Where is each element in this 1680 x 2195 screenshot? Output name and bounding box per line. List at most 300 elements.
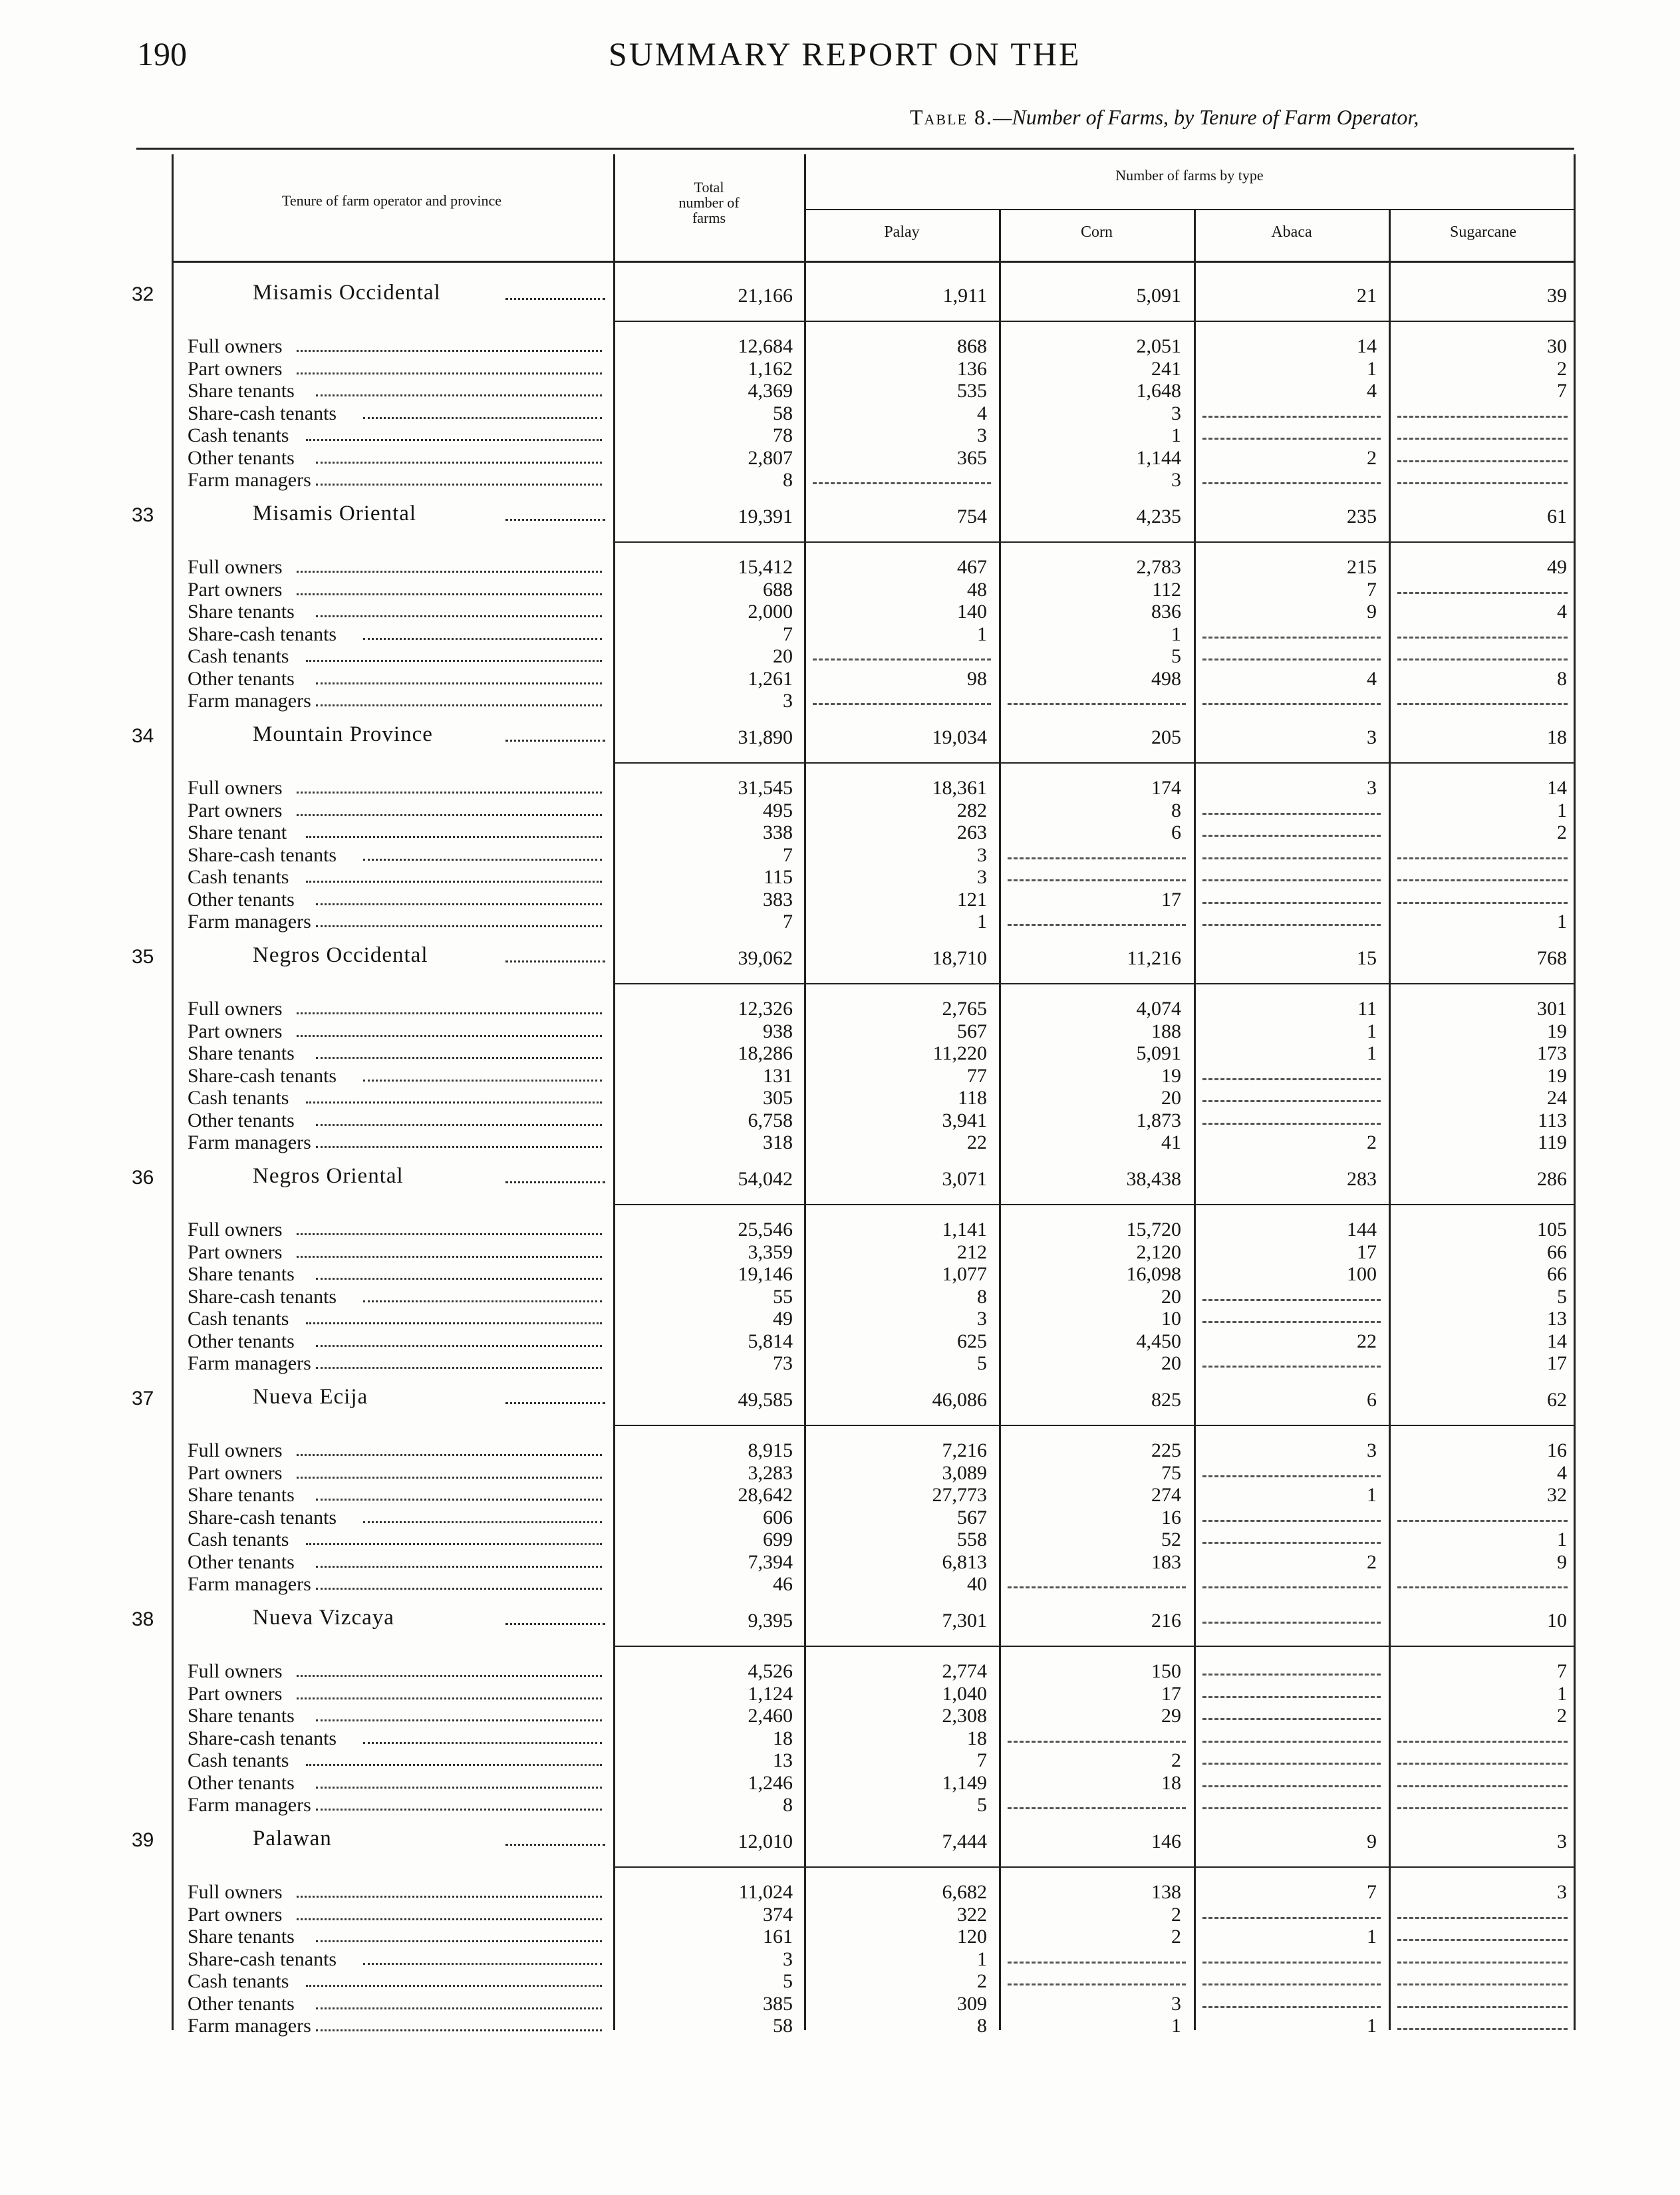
- value-cell: 14: [1547, 777, 1567, 799]
- empty-dash: [1397, 1917, 1568, 1920]
- province-total-cell: 754: [957, 506, 987, 527]
- dot-leader: [505, 1181, 605, 1185]
- header-palay: Palay: [884, 223, 920, 241]
- dot-leader: [297, 814, 602, 817]
- tenure-label: Share tenants: [188, 1484, 295, 1506]
- tenure-label: Other tenants: [188, 667, 295, 690]
- value-cell: 7: [977, 1749, 987, 1771]
- value-cell: 120: [957, 1926, 987, 1948]
- tenure-row: [0, 1993, 1680, 2015]
- empty-dash: [1397, 2028, 1568, 2031]
- tenure-row: [0, 889, 1680, 911]
- value-cell: 699: [763, 1529, 793, 1550]
- value-cell: 20: [1161, 1285, 1181, 1308]
- tenure-row: [0, 1529, 1680, 1550]
- empty-dash: [1397, 460, 1568, 464]
- tenure-label: Farm managers: [188, 1352, 311, 1374]
- value-cell: 374: [763, 1903, 793, 1926]
- tenure-label: Part owners: [188, 1461, 283, 1484]
- tenure-row: [0, 1109, 1680, 1131]
- value-cell: 2,774: [942, 1660, 987, 1682]
- empty-dash: [1202, 924, 1381, 927]
- value-cell: 174: [1151, 777, 1181, 799]
- province-total-cell: 62: [1547, 1389, 1567, 1411]
- tenure-row: [0, 469, 1680, 491]
- value-cell: 4: [1367, 667, 1377, 690]
- value-cell: 1: [1367, 2015, 1377, 2037]
- province-row: [0, 943, 1680, 992]
- province-name: Palawan: [253, 1827, 332, 1850]
- value-cell: 14: [1547, 1330, 1567, 1352]
- dot-leader: [297, 1477, 602, 1480]
- value-cell: 3: [977, 424, 987, 446]
- value-cell: 305: [763, 1087, 793, 1109]
- value-cell: 1: [1367, 1484, 1377, 1506]
- value-cell: 1,149: [942, 1771, 987, 1794]
- tenure-row: [0, 1308, 1680, 1330]
- tenure-row: [0, 402, 1680, 424]
- empty-dash: [1202, 902, 1381, 905]
- tenure-label: Share tenants: [188, 1705, 295, 1727]
- empty-dash: [1397, 658, 1568, 662]
- value-cell: 625: [957, 1330, 987, 1352]
- value-cell: 3: [977, 843, 987, 866]
- value-cell: 4: [1557, 1461, 1567, 1484]
- tenure-row: [0, 579, 1680, 601]
- tenure-label: Farm managers: [188, 2015, 311, 2037]
- dot-leader: [306, 1985, 602, 1988]
- empty-dash: [1202, 1763, 1381, 1766]
- province-total-cell: 9,395: [748, 1610, 793, 1632]
- dot-leader: [363, 1521, 602, 1525]
- value-cell: 1,124: [748, 1682, 793, 1705]
- tenure-row: [0, 911, 1680, 933]
- dot-leader: [316, 462, 602, 465]
- value-cell: 41: [1161, 1131, 1181, 1153]
- empty-dash: [1202, 857, 1381, 861]
- tenure-label: Share tenant: [188, 821, 287, 843]
- province-total-cell: 19,034: [932, 726, 987, 748]
- empty-dash: [1202, 1785, 1381, 1789]
- value-cell: 12,684: [738, 335, 793, 357]
- tenure-label: Share-cash tenants: [188, 1506, 337, 1529]
- tenure-row: [0, 623, 1680, 645]
- empty-dash: [1202, 1475, 1381, 1479]
- empty-dash: [1202, 1983, 1381, 1987]
- tenure-row: [0, 424, 1680, 446]
- value-cell: 5,814: [748, 1330, 793, 1352]
- tenure-label: Share tenants: [188, 1042, 295, 1064]
- value-cell: 73: [773, 1352, 793, 1374]
- empty-dash: [1008, 1962, 1186, 1965]
- province-row: [0, 1608, 1680, 1655]
- tenure-row: [0, 1219, 1680, 1241]
- value-cell: 2: [1367, 446, 1377, 469]
- tenure-label: Share-cash tenants: [188, 843, 337, 866]
- dot-leader: [306, 881, 602, 884]
- value-cell: 18: [967, 1727, 987, 1749]
- value-cell: 467: [957, 556, 987, 578]
- province-total-cell: 9: [1367, 1830, 1377, 1852]
- value-cell: 1,162: [748, 357, 793, 380]
- province-number: 35: [132, 946, 154, 968]
- province-number: 36: [132, 1167, 154, 1189]
- value-cell: 4,526: [748, 1660, 793, 1682]
- province-total-cell: 825: [1151, 1389, 1181, 1411]
- value-cell: 58: [773, 402, 793, 424]
- dot-leader: [306, 1543, 602, 1546]
- empty-dash: [1202, 1696, 1381, 1699]
- empty-dash: [1397, 1520, 1568, 1523]
- value-cell: 6,758: [748, 1109, 793, 1131]
- province-total-cell: 7,444: [942, 1830, 987, 1852]
- value-cell: 77: [967, 1064, 987, 1087]
- value-cell: 17: [1357, 1241, 1377, 1263]
- dot-leader: [316, 682, 602, 686]
- value-cell: 9: [1557, 1550, 1567, 1573]
- tenure-label: Share-cash tenants: [188, 1285, 337, 1308]
- value-cell: 98: [967, 667, 987, 690]
- empty-dash: [1202, 438, 1381, 441]
- value-cell: 30: [1547, 335, 1567, 357]
- value-cell: 121: [957, 888, 987, 911]
- value-cell: 16: [1161, 1506, 1181, 1529]
- dot-leader: [297, 1233, 602, 1237]
- value-cell: 365: [957, 446, 987, 469]
- value-cell: 15,412: [738, 556, 793, 578]
- province-row: [0, 504, 1680, 551]
- value-cell: 3: [1367, 777, 1377, 799]
- value-cell: 115: [764, 866, 793, 888]
- empty-dash: [1397, 482, 1568, 486]
- value-cell: 2,308: [942, 1705, 987, 1727]
- value-cell: 3,283: [748, 1461, 793, 1484]
- tenure-label: Farm managers: [188, 469, 311, 491]
- value-cell: 118: [958, 1087, 987, 1109]
- value-cell: 49: [773, 1308, 793, 1330]
- tenure-row: [0, 866, 1680, 888]
- value-cell: 938: [763, 1020, 793, 1042]
- province-name: Negros Oriental: [253, 1164, 404, 1188]
- tenure-row: [0, 1330, 1680, 1352]
- table-top-rule: [136, 148, 1574, 150]
- province-row: [0, 1164, 1680, 1213]
- value-cell: 1: [977, 1948, 987, 1970]
- value-cell: 78: [773, 424, 793, 446]
- dot-leader: [297, 350, 602, 353]
- empty-dash: [1202, 1299, 1381, 1302]
- province-total-cell: 5,091: [1136, 285, 1181, 307]
- dot-leader: [316, 615, 602, 619]
- tenure-label: Full owners: [188, 556, 283, 578]
- value-cell: 2,051: [1136, 335, 1181, 357]
- table-caption: [910, 105, 1419, 130]
- tenure-label: Share-cash tenants: [188, 402, 337, 424]
- value-cell: 1: [1367, 357, 1377, 380]
- value-cell: 16: [1547, 1439, 1567, 1461]
- tenure-label: Full owners: [188, 1660, 283, 1682]
- empty-dash: [1397, 1785, 1568, 1789]
- value-cell: 3: [1367, 1439, 1377, 1461]
- empty-dash: [1202, 1674, 1381, 1677]
- value-cell: 10: [1161, 1308, 1181, 1330]
- dot-leader: [297, 1012, 602, 1016]
- value-cell: 309: [957, 1992, 987, 2015]
- value-cell: 7,394: [748, 1550, 793, 1573]
- value-cell: 27,773: [932, 1484, 987, 1506]
- value-cell: 8: [977, 2015, 987, 2037]
- value-cell: 5,091: [1136, 1042, 1181, 1064]
- tenure-row: [0, 1551, 1680, 1573]
- value-cell: 338: [763, 821, 793, 843]
- dot-leader: [297, 1918, 602, 1922]
- value-cell: 5: [977, 1794, 987, 1816]
- empty-dash: [1008, 879, 1186, 883]
- dot-leader: [316, 1345, 602, 1348]
- tenure-label: Other tenants: [188, 1992, 295, 2015]
- value-cell: 2: [1557, 821, 1567, 843]
- dot-leader: [505, 519, 605, 522]
- value-cell: 3: [977, 1308, 987, 1330]
- header-sugarcane: Sugarcane: [1450, 223, 1516, 241]
- value-cell: 2: [1557, 1705, 1567, 1727]
- value-cell: 32: [1547, 1484, 1567, 1506]
- empty-dash: [1397, 592, 1568, 595]
- empty-dash: [1202, 703, 1381, 706]
- value-cell: 241: [1151, 357, 1181, 380]
- dot-leader: [316, 1719, 602, 1723]
- province-total-cell: 19,391: [738, 506, 793, 527]
- value-cell: 2: [1171, 1926, 1181, 1948]
- value-cell: 3,359: [748, 1241, 793, 1263]
- value-cell: 11,220: [932, 1042, 987, 1064]
- value-cell: 3: [1171, 469, 1181, 491]
- empty-dash: [1397, 902, 1568, 905]
- tenure-row: [0, 1904, 1680, 1926]
- value-cell: 8,915: [748, 1439, 793, 1461]
- dot-leader: [363, 1742, 602, 1745]
- value-cell: 1,040: [942, 1682, 987, 1705]
- value-cell: 19: [1161, 1064, 1181, 1087]
- value-cell: 1: [977, 911, 987, 933]
- dot-leader: [306, 1764, 602, 1767]
- province-total-cell: 216: [1151, 1610, 1181, 1632]
- empty-dash: [1397, 1763, 1568, 1766]
- province-total-cell: 7,301: [942, 1610, 987, 1632]
- empty-dash: [1202, 482, 1381, 486]
- value-cell: 6,813: [942, 1550, 987, 1573]
- value-cell: 52: [1161, 1529, 1181, 1550]
- value-cell: 3: [1557, 1881, 1567, 1903]
- tenure-row: [0, 1794, 1680, 1816]
- value-cell: 49: [1547, 556, 1567, 578]
- empty-dash: [1397, 438, 1568, 441]
- tenure-row: [0, 380, 1680, 402]
- dot-leader: [306, 439, 602, 442]
- value-cell: 7,216: [942, 1439, 987, 1461]
- table-label: Table 8.: [910, 105, 993, 129]
- value-cell: 263: [957, 821, 987, 843]
- province-total-cell: 286: [1537, 1168, 1567, 1190]
- province-total-cell: 4,235: [1136, 506, 1181, 527]
- province-number: 39: [132, 1829, 154, 1851]
- province-total-cell: 146: [1151, 1830, 1181, 1852]
- province-total-cell: 46,086: [932, 1389, 987, 1411]
- empty-dash: [1397, 416, 1568, 419]
- value-cell: 131: [763, 1064, 793, 1087]
- value-cell: 1,261: [748, 667, 793, 690]
- province-total-cell: 11,216: [1127, 947, 1181, 969]
- value-cell: 7: [1367, 578, 1377, 601]
- empty-dash: [1397, 1586, 1568, 1590]
- value-cell: 495: [763, 799, 793, 821]
- empty-dash: [1202, 835, 1381, 838]
- value-cell: 48: [967, 578, 987, 601]
- value-cell: 25,546: [738, 1219, 793, 1241]
- tenure-label: Cash tenants: [188, 424, 289, 446]
- value-cell: 24: [1547, 1087, 1567, 1109]
- empty-dash: [1397, 1939, 1568, 1942]
- tenure-label: Share tenants: [188, 1926, 295, 1948]
- empty-dash: [1202, 879, 1381, 883]
- value-cell: 558: [957, 1529, 987, 1550]
- tenure-row: [0, 1660, 1680, 1682]
- dot-leader: [297, 593, 602, 597]
- value-cell: 4,369: [748, 380, 793, 402]
- value-cell: 183: [1151, 1550, 1181, 1573]
- value-cell: 150: [1151, 1660, 1181, 1682]
- province-total-cell: 768: [1537, 947, 1567, 969]
- province-number: 33: [132, 504, 154, 526]
- tenure-row: [0, 777, 1680, 799]
- value-cell: 22: [1357, 1330, 1377, 1352]
- value-cell: 1: [1367, 1042, 1377, 1064]
- value-cell: 20: [773, 645, 793, 667]
- value-cell: 318: [763, 1131, 793, 1153]
- value-cell: 1: [1171, 424, 1181, 446]
- tenure-label: Cash tenants: [188, 645, 289, 667]
- value-cell: 173: [1537, 1042, 1567, 1064]
- value-cell: 7: [1557, 1660, 1567, 1682]
- tenure-row: [0, 690, 1680, 712]
- value-cell: 9: [1367, 601, 1377, 623]
- tenure-label: Farm managers: [188, 690, 311, 712]
- tenure-label: Part owners: [188, 357, 283, 380]
- empty-dash: [1397, 703, 1568, 706]
- tenure-label: Other tenants: [188, 446, 295, 469]
- tenure-label: Full owners: [188, 998, 283, 1020]
- dot-leader: [505, 960, 605, 964]
- tenure-row: [0, 1462, 1680, 1484]
- value-cell: 2: [1171, 1903, 1181, 1926]
- value-cell: 66: [1547, 1263, 1567, 1285]
- tenure-row: [0, 1727, 1680, 1749]
- value-cell: 212: [957, 1241, 987, 1263]
- tenure-row: [0, 335, 1680, 357]
- header-group: Number of farms by type: [1115, 167, 1264, 184]
- tenure-row: [0, 1705, 1680, 1727]
- tenure-row: [0, 1439, 1680, 1461]
- value-cell: 5: [783, 1970, 793, 1992]
- tenure-label: Full owners: [188, 1881, 283, 1903]
- value-cell: 75: [1161, 1461, 1181, 1484]
- dot-leader: [306, 836, 602, 839]
- dot-leader: [316, 394, 602, 398]
- province-number: 37: [132, 1388, 154, 1409]
- value-cell: 4: [1557, 601, 1567, 623]
- empty-dash: [1008, 1983, 1186, 1987]
- value-cell: 567: [957, 1506, 987, 1529]
- province-total-cell: 49,585: [738, 1389, 793, 1411]
- tenure-row: [0, 1948, 1680, 1970]
- value-cell: 14: [1357, 335, 1377, 357]
- tenure-label: Farm managers: [188, 911, 311, 933]
- value-cell: 322: [957, 1903, 987, 1926]
- tenure-row: [0, 800, 1680, 821]
- value-cell: 19: [1547, 1064, 1567, 1087]
- value-cell: 119: [1538, 1131, 1567, 1153]
- value-cell: 140: [957, 601, 987, 623]
- dot-leader: [306, 1101, 602, 1105]
- tenure-row: [0, 447, 1680, 469]
- value-cell: 4,450: [1136, 1330, 1181, 1352]
- value-cell: 6: [1171, 821, 1181, 843]
- dot-leader: [297, 1896, 602, 1899]
- province-total-cell: 21,166: [738, 285, 793, 307]
- empty-dash: [1202, 1962, 1381, 1965]
- dot-leader: [316, 2007, 602, 2011]
- value-cell: 688: [763, 578, 793, 601]
- value-cell: 11,024: [738, 1881, 793, 1903]
- empty-dash: [1202, 1807, 1381, 1811]
- province-total-cell: 38,438: [1126, 1168, 1181, 1190]
- dot-leader: [297, 1035, 602, 1038]
- empty-dash: [1202, 1586, 1381, 1590]
- tenure-label: Other tenants: [188, 1550, 295, 1573]
- value-cell: 1: [1557, 911, 1567, 933]
- province-name: Negros Occidental: [253, 943, 428, 967]
- value-cell: 188: [1151, 1020, 1181, 1042]
- value-cell: 29: [1161, 1705, 1181, 1727]
- tenure-label: Share tenants: [188, 380, 295, 402]
- tenure-label: Full owners: [188, 777, 283, 799]
- province-total-cell: 10: [1547, 1610, 1567, 1632]
- value-cell: 7: [783, 911, 793, 933]
- value-cell: 3: [783, 1948, 793, 1970]
- tenure-label: Cash tenants: [188, 1970, 289, 1992]
- tenure-label: Part owners: [188, 1241, 283, 1263]
- province-total-cell: 3: [1557, 1830, 1567, 1852]
- province-name: Misamis Oriental: [253, 502, 417, 525]
- empty-dash: [813, 658, 991, 662]
- tenure-label: Share tenants: [188, 601, 295, 623]
- value-cell: 6,682: [942, 1881, 987, 1903]
- header-corn: Corn: [1081, 223, 1113, 241]
- province-name: Misamis Occidental: [253, 281, 441, 305]
- value-cell: 13: [1547, 1308, 1567, 1330]
- dot-leader: [316, 1057, 602, 1060]
- tenure-label: Full owners: [188, 1219, 283, 1241]
- dot-leader: [297, 792, 602, 795]
- value-cell: 225: [1151, 1439, 1181, 1461]
- value-cell: 8: [783, 469, 793, 491]
- value-cell: 7: [783, 843, 793, 866]
- empty-dash: [1202, 1542, 1381, 1545]
- value-cell: 2,783: [1136, 556, 1181, 578]
- empty-dash: [1202, 2006, 1381, 2009]
- province-total-cell: 61: [1547, 506, 1567, 527]
- dot-leader: [297, 1256, 602, 1259]
